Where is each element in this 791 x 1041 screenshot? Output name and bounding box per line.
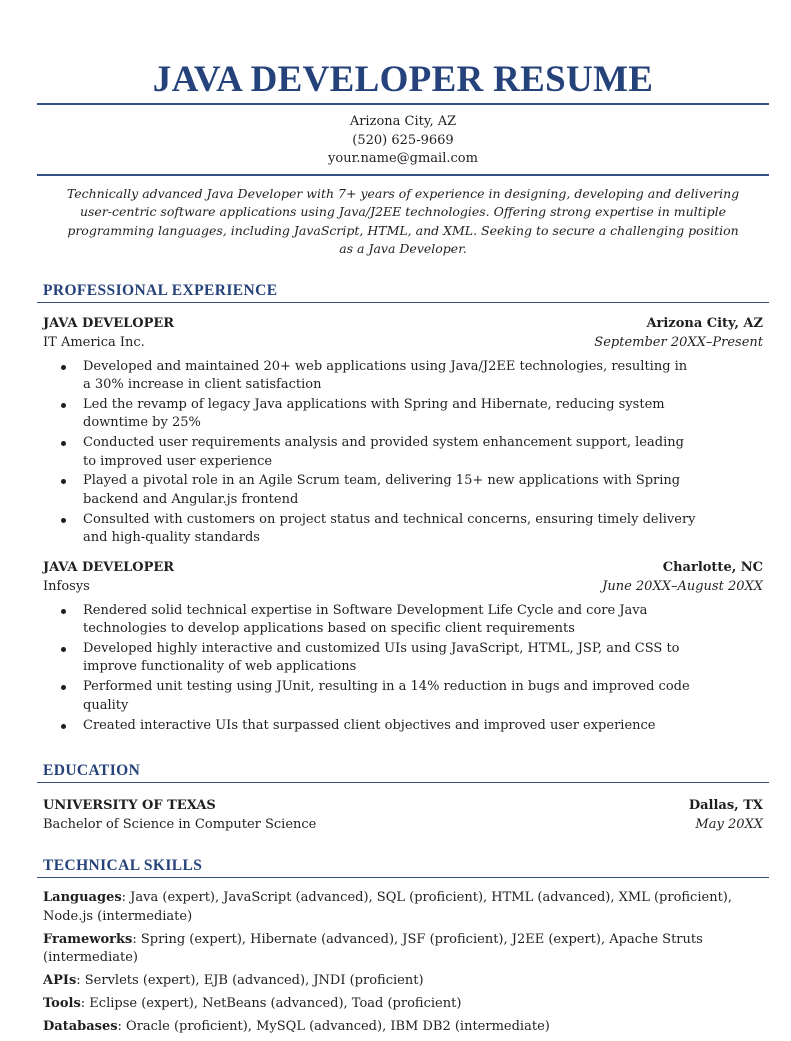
list-item: Conducted user requirements analysis and provided system enhancement support, leading to improved user experience (83, 434, 769, 471)
skill-line (37, 889, 769, 926)
list-item: Rendered solid technical expertise in Software Development Life Cycle and core Java technologies to develop applications based on specific client requirements (83, 602, 769, 639)
skill-label: Languages (43, 890, 122, 906)
job-dates: September 20XX–Present (594, 334, 763, 350)
job-title: JAVA DEVELOPER (43, 559, 175, 575)
degree: Bachelor of Science in Computer Science (43, 817, 317, 833)
contact-location: Arizona City, AZ (349, 114, 457, 129)
list-item: Performed unit testing using JUnit, resulting in a 14% reduction in bugs and improved code quality (83, 678, 769, 715)
school-location: Dallas, TX (688, 798, 763, 814)
list-item: Consulted with customers on project status and technical concerns, ensuring timely delivery and high-quality standards (83, 511, 769, 548)
school-name: UNIVERSITY OF TEXAS (43, 798, 216, 814)
list-item: Created interactive UIs that surpassed client objectives and improved user experience (83, 717, 769, 736)
job-title: JAVA DEVELOPER (43, 315, 175, 331)
skills-heading: TECHNICAL SKILLS (43, 857, 203, 875)
job-location: Arizona City, AZ (646, 315, 763, 331)
skill-label: APIs (43, 973, 77, 989)
job-company: Infosys (43, 578, 90, 594)
education-heading: EDUCATION (43, 762, 141, 780)
job-bullet-list (37, 602, 769, 735)
skill-label: Frameworks (43, 931, 133, 947)
contact-block (37, 113, 769, 169)
experience-heading: PROFESSIONAL EXPERIENCE (43, 281, 278, 299)
list-item: Played a pivotal role in an Agile Scrum team, delivering 15+ new applications with Spring backend and Angular.js frontend (83, 472, 769, 509)
skill-line (37, 972, 769, 991)
skill-value: : Eclipse (expert), NetBeans (advanced), Toad (proficient) (80, 996, 462, 1012)
job-company: IT America Inc. (43, 334, 145, 350)
job-entry (37, 558, 769, 596)
job-entry (37, 314, 769, 352)
skill-value: : Oracle (proficient), MySQL (advanced), IBM DB2 (intermediate) (117, 1019, 550, 1035)
job-bullet-list (37, 358, 769, 548)
skills-section (37, 856, 769, 1037)
graduation-date: May 20XX (695, 817, 763, 833)
skill-line (37, 995, 769, 1014)
job-location: Charlotte, NC (662, 559, 763, 575)
resume-page (37, 0, 769, 1041)
skill-value: : Spring (expert), Hibernate (advanced), JSF (proficient), J2EE (expert), Apache Struts (intermediate) (43, 931, 703, 966)
skill-line (37, 931, 769, 968)
list-item: Developed highly interactive and customized UIs using JavaScript, HTML, JSP, and CSS to improve functionality of web applications (83, 640, 769, 677)
skill-label: Tools (43, 996, 81, 1012)
list-item: Developed and maintained 20+ web applications using Java/J2EE technologies, resulting in a 30% increase in client satisfaction (83, 358, 769, 395)
skill-value: : Servlets (expert), EJB (advanced), JNDI (proficient) (76, 973, 424, 989)
list-item: Led the revamp of legacy Java applications with Spring and Hibernate, reducing system downtime by 25% (83, 396, 769, 433)
education-divider (37, 782, 769, 783)
contact-phone: (520) 625-9669 (352, 132, 454, 148)
education-section (37, 761, 769, 834)
skill-line (37, 1018, 769, 1037)
contact-divider (37, 174, 769, 176)
skill-label: Databases (43, 1019, 118, 1035)
skills-divider (37, 877, 769, 878)
experience-section (37, 281, 769, 736)
education-entry (37, 796, 769, 834)
experience-divider (37, 302, 769, 303)
contact-email: your.name@gmail.com (328, 151, 478, 166)
skill-value: : Java (expert), JavaScript (advanced), SQL (proficient), HTML (advanced), XML (proficient), Node.js (intermediate) (43, 890, 732, 924)
summary-text: Technically advanced Java Developer with 7+ years of experience in designing, developing and delivering user-centric software applications using Java/J2EE technologies. Offering strong expertise in multiple programming languages, including JavaScript, HTML, and XML. Seeking to secure a challenging position as a Java Developer. (66, 185, 740, 256)
header-divider (37, 103, 769, 105)
job-dates: June 20XX–August 20XX (602, 578, 763, 594)
page-title: JAVA DEVELOPER RESUME (152, 59, 654, 100)
